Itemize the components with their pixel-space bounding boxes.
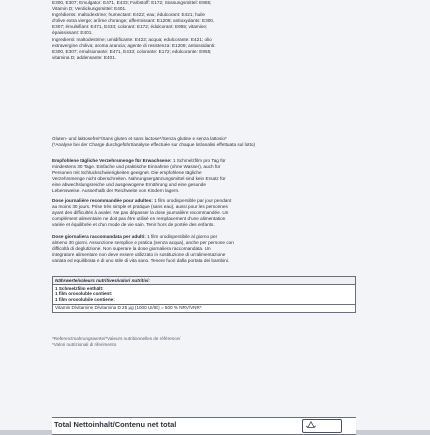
reference-line-1: *Referenzmahrungswerte/*Valeurs nutritionnelles de référence/ [52, 336, 181, 341]
ingredients-it-line-4: vitamina D; addensante: E401. [52, 54, 117, 60]
nutrition-header: Nährwerte/valeurs nutritives/valori nutritivi: [53, 277, 356, 285]
usage-fr-line-3: ayant des difficultés à avaler. Ne pas dépasser la dose journalière recommandée. Un [52, 210, 229, 216]
usage-fr-line-1: 1 film orodispersible par jour pendant [154, 198, 232, 203]
ingredients-fr-line-3: E307; émulsifiant: E471, E433; colorant: E172; édulcorant: E955; vitamine; [52, 24, 208, 30]
nutrition-row-de: 1 Schmelzfilm enthält: [55, 285, 104, 291]
nutrition-row-it: 1 film orosolubile contiene: [55, 297, 115, 303]
ingredients-it-line-2: extravergine d'oliva; aroma arancia; agente di resistenza: E1208; antiossidanti: [52, 42, 216, 48]
usage-it-line-4: integratore alimentare non deve essere utilizzato in sostituzione di un'alimentazione [52, 252, 226, 258]
usage-de [52, 158, 352, 195]
ingredients-it-line-3: E300, E307; emulsionante: E471, E433; colorante: E172; edulcorante: E955; [52, 48, 212, 54]
usage-fr-line-5: variée et équilibrée et d'un mode de vie sain. Tenir hors de portée des enfants. [52, 222, 215, 228]
usage-it [52, 234, 352, 264]
ingredients-de-vitamin: Vitamin D; Verdickungsmittel: E401. [52, 6, 127, 12]
usage-it-line-2: almeno 30 giorni. Assunzione semplice e pratica (senza acqua), anche per persone con [52, 240, 234, 246]
usage-de-line-4: Verzehrsmenge nicht überschreiten. Nahrungsergänzungsmittel sind kein Ersatz für [52, 176, 226, 182]
ingredients-de-tail: E300, E307; Emulgator: E471, E433; Farbstoff: E172; Süssungsmittel: E955; [52, 0, 212, 5]
net-content-label: Total Nettoinhalt/Contenu net total [54, 420, 177, 429]
reference-line-2: *Valori nutrizionali di riferimento [52, 341, 117, 347]
ingredients-fr-line-2: d'olive extra vierge; arôme d'orange; affermissant: E1208; antioxydants: E300, [52, 18, 215, 24]
usage-it-title: Dose giornaliera raccomandata per adulti: [52, 234, 146, 239]
recycling-symbol-icon [302, 419, 342, 433]
gluten-analysis-note: (*Analyse bei der Charge durchgeführt/analyse effectuée sur chaque lot/analisi effettuata sul lotto) [52, 142, 256, 148]
nutrition-vitamin-d-row: Vitamin D/vitamine D/vitamina D 25 µg (1000 UI/IE) = 500 % NRV/VNR* [53, 304, 356, 312]
usage-fr-title: Dose journalière recommandée pour adultes: [52, 198, 153, 203]
usage-fr [52, 198, 352, 228]
gluten-lactose-free-note [52, 136, 352, 148]
ingredients-fr-line-1: Ingrédients: maltodextrine; humectant: E422; eau; édulcorant: E421; huile [52, 12, 205, 18]
usage-de-line-2: mindestens 30 Tage. Einfache und praktische Einnahme (ohne Wasser), auch für [52, 164, 221, 170]
ingredients-section [52, 0, 352, 61]
usage-fr-line-2: au moins 30 jours. Prise très simple et pratique (sans eau), aussi pour les personnes [52, 204, 228, 210]
usage-fr-line-4: complément alimentaire ne doit pas être utilisé en remplacement d'une alimentation [52, 216, 226, 222]
usage-de-line-3: Personen mit Schluckschwierigkeiten geeignet. Die empfohlene tägliche [52, 170, 202, 176]
nutrition-row-fr: 1 film orosoluble contient: [55, 291, 113, 297]
usage-it-line-1: 1 film orodispersibile al giorno per [147, 234, 218, 239]
usage-it-line-3: difficoltà di deglutizione. Non superare la dose giornaliera raccomandata. Un [52, 246, 211, 252]
usage-de-line-5: eine abwechslungsreiche und ausgewogene Ernährung und eine gesunde [52, 182, 207, 188]
usage-it-line-5: variata ed equilibrata e di uno stile di vita sano. Tenere fuori dalla portata dei bambini. [52, 258, 230, 264]
net-content-bar [52, 417, 356, 435]
ingredients-fr-line-4: épaississant: E401. [52, 30, 93, 36]
usage-de-line-6: Lebensweise. Ausserhalb der Reichweite von Kindern lagern. [52, 188, 180, 194]
usage-de-title: Empfohlene tägliche Verzehrsmenge für Erwachsene: [52, 158, 172, 163]
gluten-free-claim: Gluten- und laktosefrei*/Sans gluten et sans lactose*/Senza glutine e senza lattosio* [52, 136, 227, 141]
ingredients-it-line-1: Ingredienti: maltodestrine; umidificante: E422; acqua; edulcorante: E421; olio [52, 36, 212, 42]
usage-de-line-1: 1 Schmelzfilm pro Tag für [172, 158, 226, 163]
nutrition-reference-note [52, 336, 354, 348]
nutrition-table [52, 276, 356, 313]
